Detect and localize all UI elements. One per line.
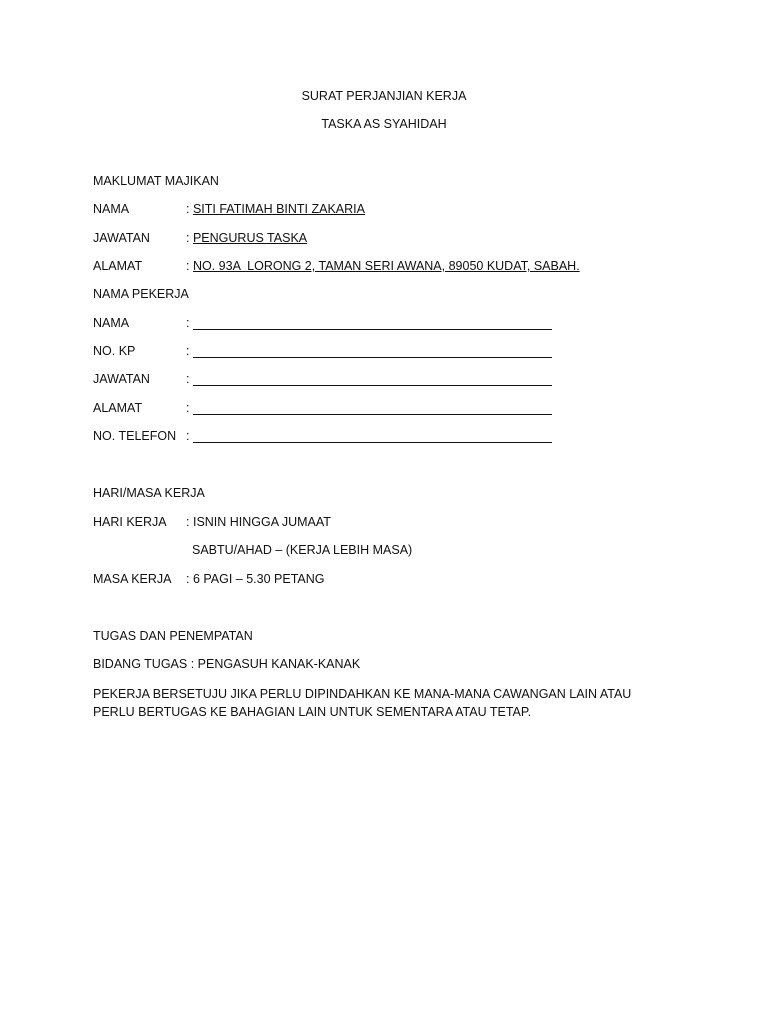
employee-name-blank[interactable] [193, 329, 552, 330]
employee-address-label: ALAMAT [93, 401, 143, 415]
employer-position-label: JAWATAN [93, 231, 150, 245]
document-subtitle: TASKA AS SYAHIDAH [321, 117, 447, 131]
employer-position-value: PENGURUS TASKA [192, 231, 308, 245]
colon: : [186, 259, 190, 273]
colon: : [186, 572, 190, 586]
employer-position-row [186, 231, 307, 245]
employee-phone-label: NO. TELEFON [93, 429, 177, 443]
work-hours-label: MASA KERJA [93, 572, 172, 586]
document-title: SURAT PERJANJIAN KERJA [301, 89, 467, 103]
employee-heading: NAMA PEKERJA [93, 287, 189, 301]
colon: : [186, 316, 190, 330]
duties-field-line: BIDANG TUGAS : PENGASUH KANAK-KANAK [93, 657, 361, 671]
work-days-label: HARI KERJA [93, 515, 167, 529]
colon: : [186, 202, 190, 216]
employee-phone-blank[interactable] [193, 442, 552, 443]
colon: : [186, 344, 190, 358]
employee-ic-blank[interactable] [193, 357, 552, 358]
work-days-value: ISNIN HINGGA JUMAAT [192, 515, 331, 529]
work-hours-value: 6 PAGI – 5.30 PETANG [192, 572, 325, 586]
duties-paragraph: PEKERJA BERSETUJU JIKA PERLU DIPINDAHKAN KE MANA-MANA CAWANGAN LAIN ATAU PERLU BERTUGAS KE BAHAGIAN LAIN UNTUK SEMENTARA ATAU TETAP. [93, 687, 632, 719]
employee-ic-label: NO. KP [93, 344, 136, 358]
employer-name-label: NAMA [93, 202, 130, 216]
employee-position-label: JAWATAN [93, 372, 150, 386]
schedule-heading: HARI/MASA KERJA [93, 486, 205, 500]
colon: : [186, 372, 190, 386]
colon: : [186, 231, 190, 245]
colon: : [186, 515, 190, 529]
work-hours-row [186, 572, 325, 586]
colon: : [186, 401, 190, 415]
work-days-row [186, 515, 331, 529]
employer-address-row [186, 259, 580, 273]
employer-name-row [186, 202, 365, 216]
employee-position-blank[interactable] [193, 385, 552, 386]
work-days-extra: SABTU/AHAD – (KERJA LEBIH MASA) [192, 543, 413, 557]
employee-address-blank[interactable] [193, 414, 552, 415]
employee-name-label: NAMA [93, 316, 130, 330]
employer-address-label: ALAMAT [93, 259, 143, 273]
duties-heading: TUGAS DAN PENEMPATAN [93, 629, 253, 643]
employer-heading: MAKLUMAT MAJIKAN [93, 174, 219, 188]
employer-address-value: NO. 93A LORONG 2, TAMAN SERI AWANA, 89050 KUDAT, SABAH. [192, 259, 580, 273]
employer-name-value: SITI FATIMAH BINTI ZAKARIA [192, 202, 365, 216]
colon: : [186, 429, 190, 443]
